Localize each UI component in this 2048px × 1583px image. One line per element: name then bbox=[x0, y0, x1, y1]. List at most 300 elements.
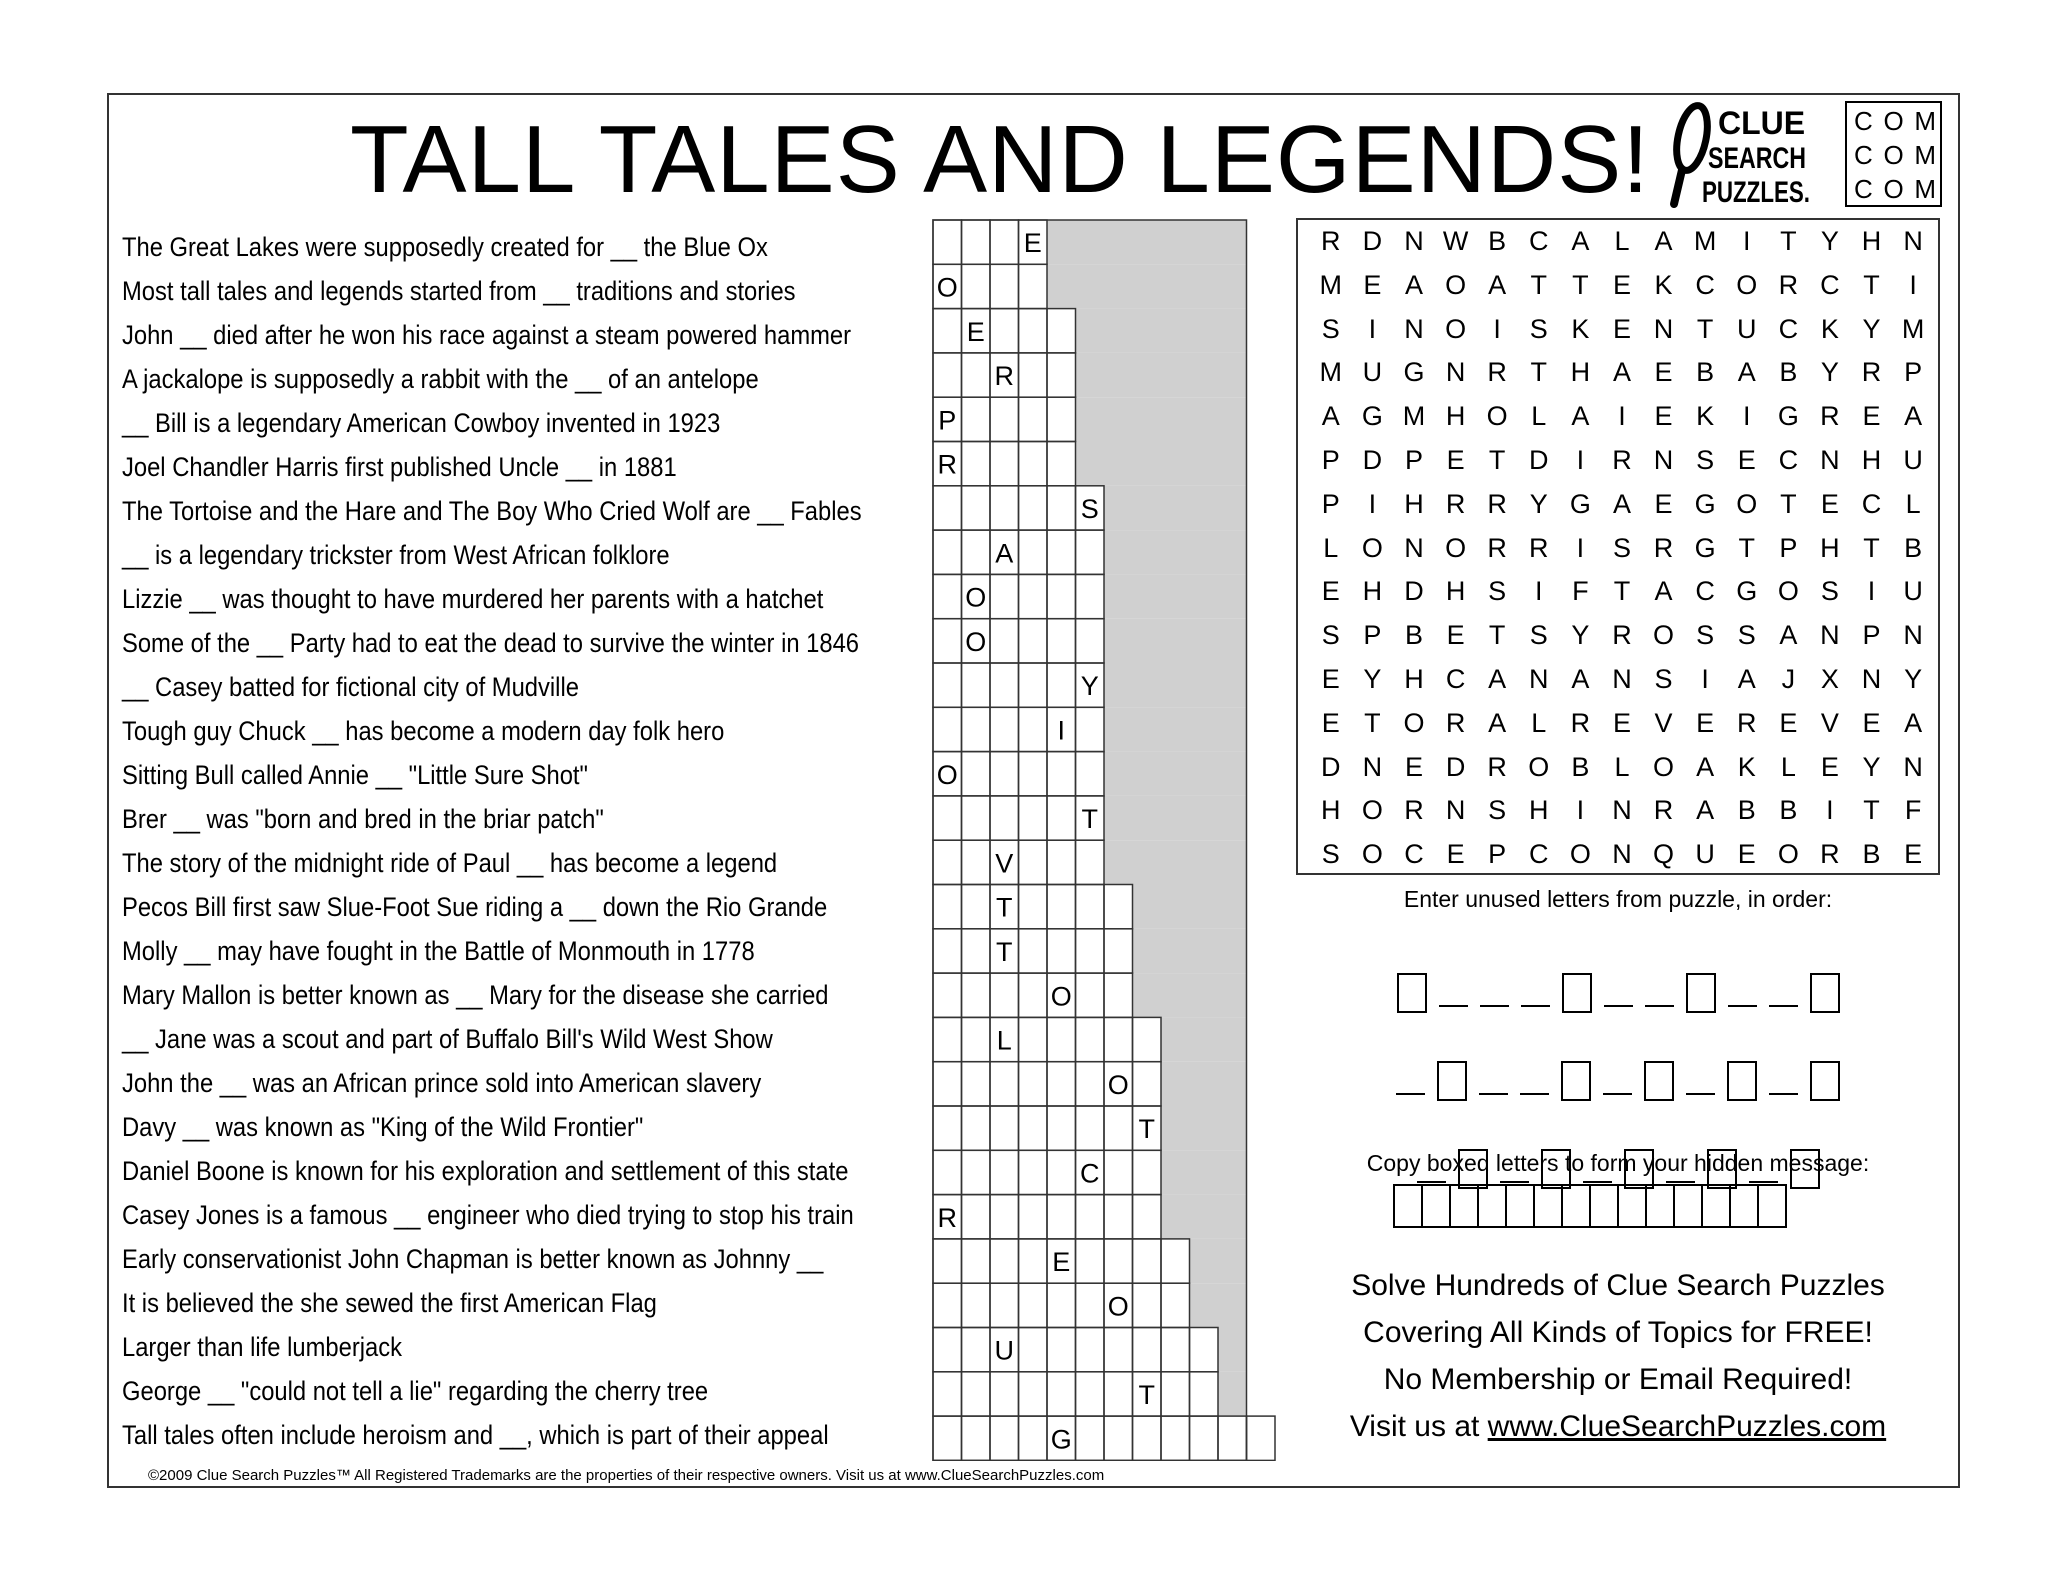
boxed-letter-slot[interactable] bbox=[1397, 973, 1427, 1013]
word-search-letter[interactable]: S bbox=[1529, 313, 1548, 344]
word-search-letter[interactable]: E bbox=[1446, 444, 1465, 475]
message-letter-box[interactable] bbox=[1421, 1184, 1451, 1228]
word-search-letter[interactable]: A bbox=[1654, 576, 1673, 607]
ladder-cell[interactable] bbox=[1104, 1017, 1133, 1061]
ladder-cell[interactable] bbox=[962, 397, 991, 441]
word-search-letter[interactable]: I bbox=[1909, 269, 1917, 300]
boxed-letter-slot[interactable] bbox=[1644, 1061, 1674, 1101]
ladder-cell[interactable] bbox=[962, 1195, 991, 1239]
word-search-letter[interactable]: K bbox=[1737, 751, 1756, 782]
word-search-letter[interactable]: O bbox=[1736, 269, 1758, 300]
word-search-letter[interactable]: C bbox=[1820, 269, 1840, 300]
word-search-letter[interactable]: Y bbox=[1363, 663, 1382, 694]
word-search-letter[interactable]: E bbox=[1612, 269, 1631, 300]
word-search-letter[interactable]: E bbox=[1612, 707, 1631, 738]
word-search-letter[interactable]: V bbox=[1820, 707, 1839, 738]
word-search-letter[interactable]: L bbox=[1614, 226, 1630, 256]
word-search-letter[interactable]: R bbox=[1487, 357, 1507, 388]
word-search-letter[interactable]: E bbox=[1321, 663, 1340, 694]
ladder-cell[interactable] bbox=[990, 752, 1019, 796]
word-search-letter[interactable]: H bbox=[1321, 795, 1341, 826]
word-search-letter[interactable]: S bbox=[1696, 444, 1715, 475]
ladder-cell[interactable] bbox=[962, 442, 991, 486]
word-search-letter[interactable]: M bbox=[1319, 357, 1343, 388]
word-search-letter[interactable]: R bbox=[1612, 444, 1632, 475]
ladder-cell[interactable] bbox=[1047, 1328, 1076, 1372]
letter-slot[interactable] bbox=[1686, 1093, 1715, 1095]
ladder-cell[interactable] bbox=[1190, 1372, 1219, 1416]
ladder-cell[interactable] bbox=[1047, 530, 1076, 574]
ladder-cell[interactable] bbox=[1161, 1283, 1190, 1327]
ladder-cell[interactable] bbox=[933, 1239, 962, 1283]
ladder-cell[interactable] bbox=[1019, 486, 1048, 530]
ladder-cell[interactable] bbox=[933, 929, 962, 973]
word-search-letter[interactable]: S bbox=[1612, 532, 1631, 563]
ladder-cell[interactable] bbox=[962, 1283, 991, 1327]
message-letter-box[interactable] bbox=[1561, 1184, 1591, 1228]
ladder-cell[interactable] bbox=[1019, 1239, 1048, 1283]
word-search-letter[interactable]: R bbox=[1529, 532, 1549, 563]
word-search-letter[interactable]: Y bbox=[1820, 226, 1839, 256]
word-search-letter[interactable]: S bbox=[1654, 663, 1673, 694]
word-search-letter[interactable]: A bbox=[1612, 357, 1631, 388]
message-letter-box[interactable] bbox=[1533, 1184, 1563, 1228]
word-search-letter[interactable]: C bbox=[1695, 576, 1715, 607]
ladder-cell[interactable] bbox=[933, 1283, 962, 1327]
word-search-letter[interactable]: T bbox=[1488, 620, 1506, 651]
ladder-cell[interactable] bbox=[1076, 574, 1105, 618]
ladder-cell[interactable] bbox=[1104, 1372, 1133, 1416]
word-search-letter[interactable]: N bbox=[1612, 839, 1632, 870]
word-search-letter[interactable]: A bbox=[1654, 226, 1673, 256]
word-search-letter[interactable]: N bbox=[1820, 444, 1840, 475]
ladder-cell[interactable] bbox=[1047, 574, 1076, 618]
ladder-cell[interactable] bbox=[990, 796, 1019, 840]
word-search-letter[interactable]: P bbox=[1904, 357, 1923, 388]
word-search-letter[interactable]: C bbox=[1404, 839, 1424, 870]
word-search-letter[interactable]: H bbox=[1445, 576, 1466, 607]
word-search-letter[interactable]: E bbox=[1654, 401, 1673, 432]
ladder-cell[interactable] bbox=[1133, 1150, 1162, 1194]
ladder-cell[interactable] bbox=[962, 1062, 991, 1106]
word-search-letter[interactable]: A bbox=[1737, 663, 1756, 694]
word-search-letter[interactable]: E bbox=[1696, 707, 1715, 738]
ladder-cell[interactable] bbox=[1019, 1328, 1048, 1372]
ladder-cell[interactable] bbox=[1076, 1062, 1105, 1106]
ladder-cell[interactable] bbox=[962, 264, 991, 308]
word-search-letter[interactable]: O bbox=[1403, 707, 1425, 738]
word-search-letter[interactable]: E bbox=[1779, 707, 1798, 738]
ladder-cell[interactable] bbox=[990, 486, 1019, 530]
ladder-cell[interactable] bbox=[1019, 309, 1048, 353]
word-search-letter[interactable]: H bbox=[1861, 444, 1882, 475]
word-search-letter[interactable]: A bbox=[1737, 357, 1756, 388]
message-letter-box[interactable] bbox=[1645, 1184, 1675, 1228]
ladder-cell[interactable] bbox=[962, 663, 991, 707]
ladder-cell[interactable] bbox=[1104, 1416, 1133, 1460]
message-letter-box[interactable] bbox=[1701, 1184, 1731, 1228]
ladder-cell[interactable] bbox=[1047, 796, 1076, 840]
ladder-cell[interactable] bbox=[962, 1106, 991, 1150]
ladder-cell[interactable] bbox=[1133, 1283, 1162, 1327]
word-search-letter[interactable]: P bbox=[1321, 444, 1340, 475]
word-search-letter[interactable]: S bbox=[1488, 576, 1507, 607]
word-search-letter[interactable]: O bbox=[1736, 488, 1758, 519]
ladder-cell[interactable] bbox=[1019, 1150, 1048, 1194]
word-search-letter[interactable]: R bbox=[1445, 707, 1466, 738]
word-search-letter[interactable]: K bbox=[1820, 313, 1839, 344]
word-search-letter[interactable]: H bbox=[1861, 226, 1882, 256]
ladder-cell[interactable] bbox=[990, 574, 1019, 618]
boxed-letter-slot[interactable] bbox=[1727, 1061, 1757, 1101]
boxed-letter-slot[interactable] bbox=[1686, 973, 1716, 1013]
ladder-cell[interactable] bbox=[990, 663, 1019, 707]
ladder-cell[interactable] bbox=[933, 1062, 962, 1106]
word-search-letter[interactable]: L bbox=[1323, 532, 1339, 563]
word-search-letter[interactable]: S bbox=[1321, 313, 1340, 344]
ladder-cell[interactable] bbox=[1019, 1195, 1048, 1239]
word-search-letter[interactable]: B bbox=[1737, 795, 1756, 826]
ladder-cell[interactable] bbox=[1019, 796, 1048, 840]
word-search-letter[interactable]: E bbox=[1321, 707, 1340, 738]
word-search-letter[interactable]: N bbox=[1903, 751, 1923, 782]
ladder-cell[interactable] bbox=[1076, 752, 1105, 796]
ladder-cell[interactable] bbox=[962, 353, 991, 397]
ladder-cell[interactable] bbox=[1047, 663, 1076, 707]
word-search-letter[interactable]: A bbox=[1571, 401, 1590, 432]
hidden-message-boxes[interactable] bbox=[1393, 1184, 1785, 1228]
word-search-letter[interactable]: T bbox=[1572, 269, 1589, 300]
word-search-letter[interactable]: N bbox=[1529, 663, 1549, 694]
ladder-cell[interactable] bbox=[1019, 752, 1048, 796]
word-search-letter[interactable]: L bbox=[1531, 401, 1547, 432]
ladder-cell[interactable] bbox=[933, 1150, 962, 1194]
ladder-cell[interactable] bbox=[1047, 885, 1076, 929]
word-search-letter[interactable]: T bbox=[1488, 444, 1506, 475]
word-search-letter[interactable]: S bbox=[1321, 620, 1340, 651]
word-search-letter[interactable]: R bbox=[1736, 707, 1757, 738]
word-search-letter[interactable]: M bbox=[1693, 226, 1717, 256]
ladder-cell[interactable] bbox=[1076, 1416, 1105, 1460]
ladder-cell[interactable] bbox=[1133, 1239, 1162, 1283]
word-search-letter[interactable]: Y bbox=[1862, 313, 1881, 344]
word-search-letter[interactable]: E bbox=[1654, 357, 1673, 388]
letter-slot[interactable] bbox=[1583, 1181, 1612, 1183]
ladder-cell[interactable] bbox=[962, 1372, 991, 1416]
word-search-letter[interactable]: E bbox=[1862, 401, 1881, 432]
word-search-letter[interactable]: P bbox=[1862, 620, 1881, 651]
ladder-cell[interactable] bbox=[1019, 1416, 1048, 1460]
ladder-cell[interactable] bbox=[933, 1328, 962, 1372]
word-search-letter[interactable]: B bbox=[1862, 839, 1881, 870]
word-search-letter[interactable]: R bbox=[1653, 795, 1674, 826]
word-search-letter[interactable]: K bbox=[1696, 401, 1715, 432]
word-search-letter[interactable]: O bbox=[1569, 839, 1591, 870]
ladder-cell[interactable] bbox=[1161, 1416, 1190, 1460]
word-search-letter[interactable]: Y bbox=[1904, 663, 1923, 694]
word-search-letter[interactable]: R bbox=[1570, 707, 1591, 738]
letter-slot[interactable] bbox=[1479, 1093, 1508, 1095]
ladder-cell[interactable] bbox=[962, 973, 991, 1017]
word-search-letter[interactable]: R bbox=[1404, 795, 1424, 826]
word-search-letter[interactable]: K bbox=[1571, 313, 1590, 344]
message-letter-box[interactable] bbox=[1393, 1184, 1423, 1228]
ladder-cell[interactable] bbox=[933, 486, 962, 530]
ladder-cell[interactable] bbox=[990, 619, 1019, 663]
letter-slot[interactable] bbox=[1645, 1005, 1674, 1007]
letter-slot[interactable] bbox=[1520, 1093, 1549, 1095]
word-search-letter[interactable]: N bbox=[1362, 751, 1383, 782]
ladder-cell[interactable] bbox=[990, 309, 1019, 353]
ladder-cell[interactable] bbox=[1047, 929, 1076, 973]
word-search-letter[interactable]: U bbox=[1736, 313, 1757, 344]
ladder-cell[interactable] bbox=[1076, 1106, 1105, 1150]
word-search-letter[interactable]: I bbox=[1742, 401, 1751, 432]
letter-slot[interactable] bbox=[1666, 1181, 1695, 1183]
word-search-letter[interactable]: I bbox=[1576, 444, 1585, 475]
word-search-letter[interactable]: N bbox=[1653, 444, 1674, 475]
word-search-letter[interactable]: C bbox=[1778, 313, 1799, 344]
ladder-cell[interactable] bbox=[1104, 1239, 1133, 1283]
ladder-cell[interactable] bbox=[1047, 752, 1076, 796]
word-search-letter[interactable]: E bbox=[1612, 313, 1631, 344]
letter-slot[interactable] bbox=[1480, 1005, 1509, 1007]
letter-slot[interactable] bbox=[1749, 1181, 1778, 1183]
word-search-letter[interactable]: A bbox=[1696, 751, 1715, 782]
word-search-letter[interactable]: E bbox=[1737, 444, 1756, 475]
word-search-letter[interactable]: N bbox=[1903, 620, 1923, 651]
boxed-letter-slot[interactable] bbox=[1561, 1061, 1591, 1101]
ladder-cell[interactable] bbox=[1019, 707, 1048, 751]
word-search-letter[interactable]: C bbox=[1861, 488, 1882, 519]
word-search-letter[interactable]: A bbox=[1488, 269, 1507, 300]
word-search-letter[interactable]: G bbox=[1736, 576, 1758, 607]
word-search-letter[interactable]: G bbox=[1403, 357, 1425, 388]
ladder-cell[interactable] bbox=[1076, 1239, 1105, 1283]
letter-slot[interactable] bbox=[1500, 1181, 1529, 1183]
word-search-letter[interactable]: L bbox=[1905, 488, 1921, 519]
word-search-letter[interactable]: Y bbox=[1820, 357, 1839, 388]
ladder-cell[interactable] bbox=[933, 973, 962, 1017]
word-search-letter[interactable]: E bbox=[1737, 839, 1756, 870]
letter-slot[interactable] bbox=[1521, 1005, 1550, 1007]
word-search-letter[interactable]: L bbox=[1614, 751, 1630, 782]
word-search-letter[interactable]: S bbox=[1321, 839, 1340, 870]
word-search-letter[interactable]: P bbox=[1363, 620, 1382, 651]
ladder-cell[interactable] bbox=[933, 1017, 962, 1061]
ladder-cell[interactable] bbox=[990, 220, 1019, 264]
ladder-cell[interactable] bbox=[933, 619, 962, 663]
word-search-letter[interactable]: A bbox=[1779, 620, 1798, 651]
boxed-letter-slot[interactable] bbox=[1437, 1061, 1467, 1101]
word-search-letter[interactable]: O bbox=[1445, 269, 1467, 300]
ladder-cell[interactable] bbox=[1019, 929, 1048, 973]
ladder-cell[interactable] bbox=[1019, 663, 1048, 707]
word-search-letter[interactable]: I bbox=[1368, 313, 1377, 344]
ladder-cell[interactable] bbox=[1047, 1372, 1076, 1416]
ladder-cell[interactable] bbox=[1104, 929, 1133, 973]
ladder-cell[interactable] bbox=[1076, 707, 1105, 751]
ladder-cell[interactable] bbox=[990, 442, 1019, 486]
ladder-cell[interactable] bbox=[990, 1416, 1019, 1460]
word-search-letter[interactable]: R bbox=[1778, 269, 1799, 300]
word-search-letter[interactable]: N bbox=[1445, 357, 1466, 388]
ladder-cell[interactable] bbox=[1133, 1416, 1162, 1460]
ladder-cell[interactable] bbox=[962, 752, 991, 796]
word-search-letter[interactable]: H bbox=[1362, 576, 1383, 607]
word-search-letter[interactable]: P bbox=[1404, 444, 1423, 475]
ladder-cell[interactable] bbox=[990, 1106, 1019, 1150]
word-search-letter[interactable]: I bbox=[1368, 488, 1377, 519]
ladder-cell[interactable] bbox=[933, 1372, 962, 1416]
ladder-cell[interactable] bbox=[1019, 885, 1048, 929]
word-search-letter[interactable]: U bbox=[1903, 576, 1923, 607]
ladder-cell[interactable] bbox=[1076, 840, 1105, 884]
word-search-letter[interactable]: N bbox=[1612, 795, 1632, 826]
ladder-cell[interactable] bbox=[1047, 397, 1076, 441]
word-search-letter[interactable]: C bbox=[1529, 226, 1549, 256]
word-search-letter[interactable]: D bbox=[1529, 444, 1549, 475]
word-search-letter[interactable]: U bbox=[1903, 444, 1923, 475]
ladder-cell[interactable] bbox=[933, 574, 962, 618]
ladder-cell[interactable] bbox=[1047, 442, 1076, 486]
ladder-cell[interactable] bbox=[933, 663, 962, 707]
ladder-cell[interactable] bbox=[1076, 530, 1105, 574]
word-search-letter[interactable]: F bbox=[1572, 576, 1589, 607]
letter-slot[interactable] bbox=[1769, 1005, 1798, 1007]
word-search-letter[interactable]: O bbox=[1486, 401, 1508, 432]
ladder-cell[interactable] bbox=[962, 796, 991, 840]
word-search-letter[interactable]: N bbox=[1445, 795, 1466, 826]
ladder-cell[interactable] bbox=[933, 309, 962, 353]
word-search-letter[interactable]: T bbox=[1780, 488, 1797, 519]
ladder-cell[interactable] bbox=[1019, 264, 1048, 308]
word-search-letter[interactable]: R bbox=[1861, 357, 1882, 388]
ladder-cell[interactable] bbox=[962, 530, 991, 574]
ladder-cell[interactable] bbox=[1047, 309, 1076, 353]
word-search-letter[interactable]: A bbox=[1488, 707, 1507, 738]
word-search-letter[interactable]: E bbox=[1820, 751, 1839, 782]
ladder-cell[interactable] bbox=[1247, 1416, 1276, 1460]
message-letter-box[interactable] bbox=[1757, 1184, 1787, 1228]
ladder-cell[interactable] bbox=[1076, 1017, 1105, 1061]
ladder-cell[interactable] bbox=[1133, 1195, 1162, 1239]
word-search-letter[interactable]: T bbox=[1530, 269, 1548, 300]
ladder-cell[interactable] bbox=[1019, 1062, 1048, 1106]
ladder-cell[interactable] bbox=[1047, 486, 1076, 530]
ladder-cell[interactable] bbox=[1161, 1328, 1190, 1372]
word-search-letter[interactable]: I bbox=[1493, 313, 1501, 344]
ladder-cell[interactable] bbox=[990, 973, 1019, 1017]
word-search-letter[interactable]: I bbox=[1867, 576, 1876, 607]
word-search-letter[interactable]: G bbox=[1777, 401, 1799, 432]
ladder-cell[interactable] bbox=[1133, 1017, 1162, 1061]
ladder-cell[interactable] bbox=[933, 220, 962, 264]
word-search-letter[interactable]: I bbox=[1576, 795, 1585, 826]
ladder-cell[interactable] bbox=[1047, 1283, 1076, 1327]
ladder-cell[interactable] bbox=[933, 530, 962, 574]
ladder-cell[interactable] bbox=[1076, 973, 1105, 1017]
website-link[interactable]: www.ClueSearchPuzzles.com bbox=[1487, 1410, 1887, 1443]
ladder-cell[interactable] bbox=[1076, 929, 1105, 973]
word-search-letter[interactable]: I bbox=[1826, 795, 1834, 826]
word-search-letter[interactable]: E bbox=[1446, 839, 1465, 870]
ladder-cell[interactable] bbox=[1019, 1283, 1048, 1327]
word-search-letter[interactable]: N bbox=[1653, 313, 1674, 344]
word-search-letter[interactable]: P bbox=[1779, 532, 1798, 563]
ladder-cell[interactable] bbox=[1019, 530, 1048, 574]
word-search-letter[interactable]: B bbox=[1404, 620, 1423, 651]
word-search-letter[interactable]: D bbox=[1362, 226, 1383, 256]
boxed-letter-slot[interactable] bbox=[1810, 1061, 1840, 1101]
word-search-letter[interactable]: G bbox=[1361, 401, 1383, 432]
ladder-cell[interactable] bbox=[1019, 353, 1048, 397]
ladder-cell[interactable] bbox=[962, 1328, 991, 1372]
word-search-letter[interactable]: R bbox=[1612, 620, 1632, 651]
ladder-cell[interactable] bbox=[962, 486, 991, 530]
word-search-letter[interactable]: H bbox=[1404, 488, 1424, 519]
ladder-cell[interactable] bbox=[1104, 1328, 1133, 1372]
word-search-letter[interactable]: E bbox=[1654, 488, 1673, 519]
boxed-letter-slot[interactable] bbox=[1810, 973, 1840, 1013]
word-search-letter[interactable]: D bbox=[1445, 751, 1466, 782]
word-search-letter[interactable]: V bbox=[1654, 707, 1673, 738]
word-search-letter[interactable]: S bbox=[1529, 620, 1548, 651]
ladder-cell[interactable] bbox=[1104, 1106, 1133, 1150]
word-search-letter[interactable]: E bbox=[1363, 269, 1382, 300]
word-search-letter[interactable]: T bbox=[1863, 795, 1880, 826]
word-search-letter[interactable]: E bbox=[1862, 707, 1881, 738]
word-search-letter[interactable]: O bbox=[1777, 576, 1799, 607]
word-search-letter[interactable]: I bbox=[1535, 576, 1543, 607]
word-search-letter[interactable]: B bbox=[1779, 795, 1798, 826]
word-search-letter[interactable]: N bbox=[1612, 663, 1632, 694]
word-search-letter[interactable]: Y bbox=[1571, 620, 1590, 651]
ladder-cell[interactable] bbox=[1218, 1416, 1247, 1460]
word-search-letter[interactable]: B bbox=[1488, 226, 1507, 256]
word-search-letter[interactable]: U bbox=[1362, 357, 1383, 388]
word-search-letter[interactable]: R bbox=[1820, 839, 1840, 870]
message-letter-box[interactable] bbox=[1673, 1184, 1703, 1228]
word-search-letter[interactable]: T bbox=[1863, 532, 1880, 563]
word-search-letter[interactable]: H bbox=[1570, 357, 1591, 388]
word-search-letter[interactable]: W bbox=[1442, 226, 1469, 256]
ladder-cell[interactable] bbox=[990, 264, 1019, 308]
ladder-cell[interactable] bbox=[1076, 1195, 1105, 1239]
word-search-letter[interactable]: C bbox=[1529, 839, 1549, 870]
word-search-letter[interactable]: S bbox=[1737, 620, 1756, 651]
word-search-letter[interactable]: E bbox=[1904, 839, 1923, 870]
ladder-cell[interactable] bbox=[1076, 885, 1105, 929]
word-search-letter[interactable]: D bbox=[1321, 751, 1341, 782]
word-search-letter[interactable]: P bbox=[1488, 839, 1507, 870]
word-search-letter[interactable]: O bbox=[1445, 313, 1467, 344]
word-search-letter[interactable]: N bbox=[1404, 313, 1424, 344]
ladder-cell[interactable] bbox=[962, 1017, 991, 1061]
message-letter-box[interactable] bbox=[1589, 1184, 1619, 1228]
ladder-cell[interactable] bbox=[1019, 442, 1048, 486]
word-search-letter[interactable]: Y bbox=[1529, 488, 1548, 519]
ladder-cell[interactable] bbox=[1019, 1106, 1048, 1150]
word-search-letter[interactable]: G bbox=[1694, 488, 1716, 519]
word-search-letter[interactable]: L bbox=[1780, 751, 1796, 782]
word-search-letter[interactable]: Q bbox=[1653, 839, 1675, 870]
message-letter-box[interactable] bbox=[1505, 1184, 1535, 1228]
word-search-letter[interactable]: A bbox=[1612, 488, 1631, 519]
word-search-letter[interactable]: A bbox=[1904, 401, 1923, 432]
word-search-letter[interactable]: H bbox=[1445, 401, 1466, 432]
word-search-letter[interactable]: O bbox=[1361, 795, 1383, 826]
